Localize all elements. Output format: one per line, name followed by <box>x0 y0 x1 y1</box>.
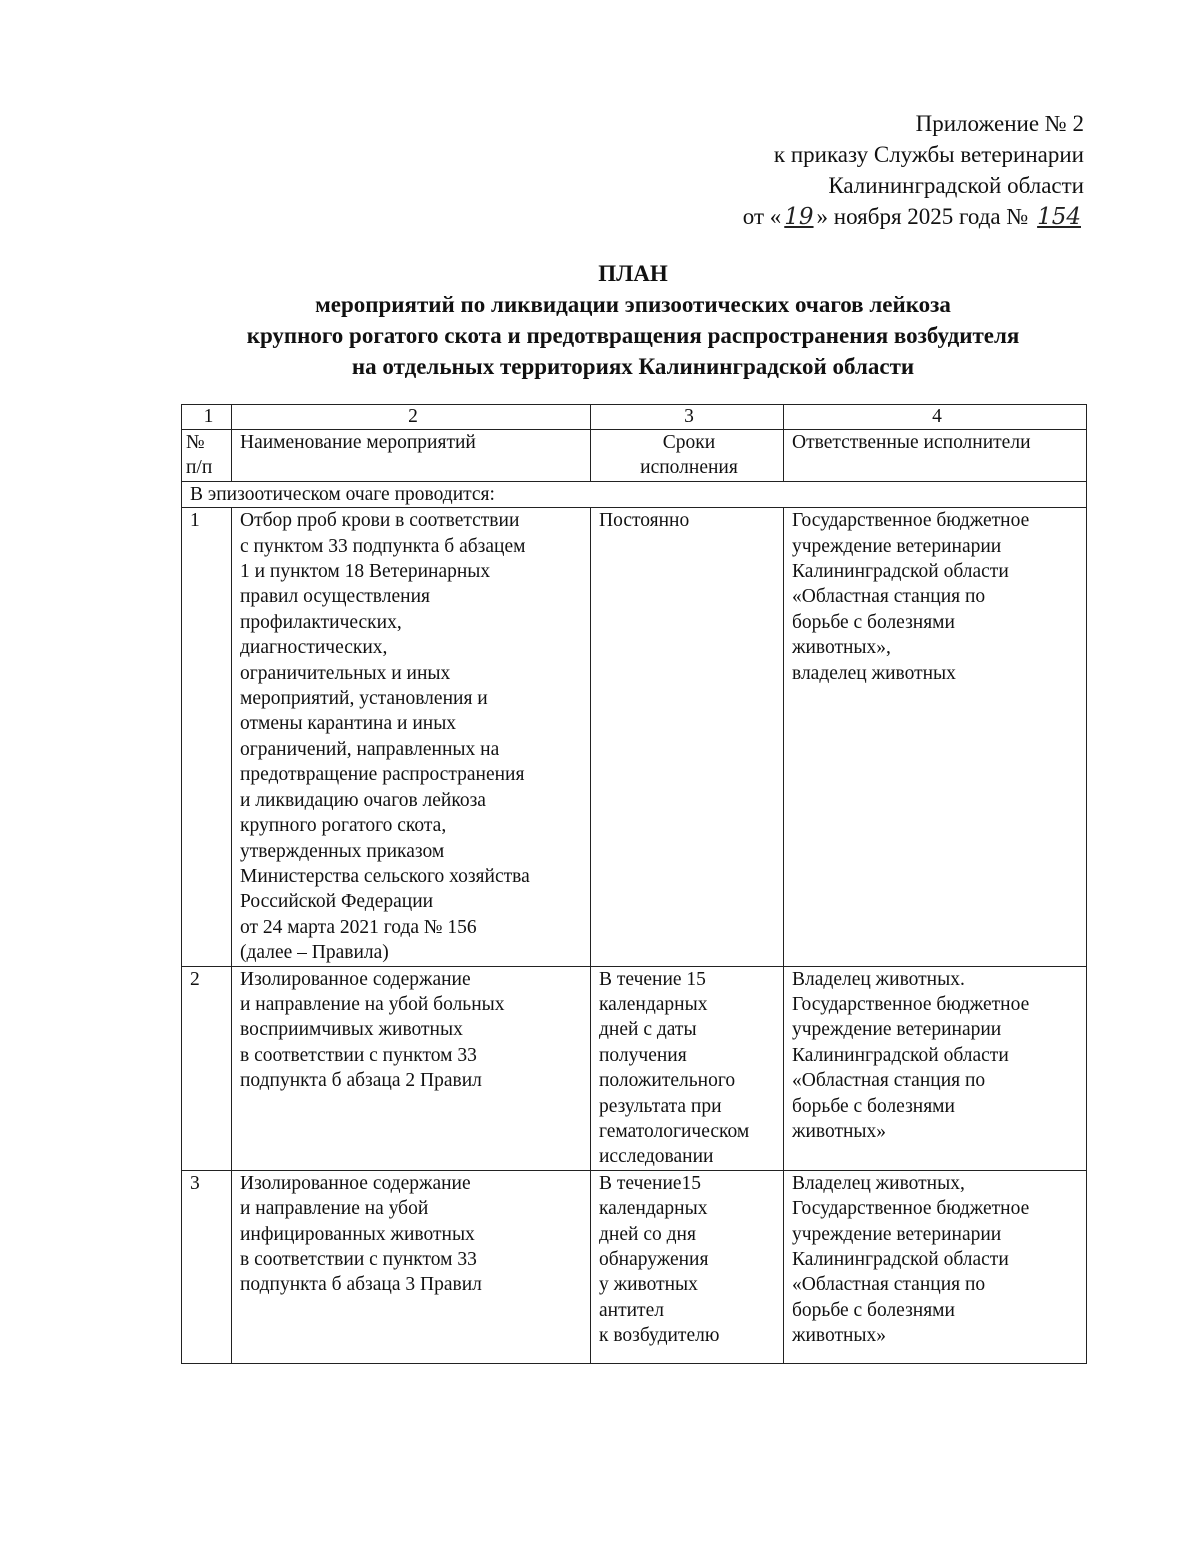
title-line-2: крупного рогатого скота и предотвращения распространения возбудителя <box>246 323 1020 348</box>
appendix-number: Приложение № 2 <box>915 111 1084 136</box>
row-number: 3 <box>182 1170 232 1363</box>
order-day-handwritten: 19 <box>784 204 814 230</box>
title-heading: ПЛАН <box>598 261 668 286</box>
plan-table <box>181 404 1087 1364</box>
table-row <box>182 1170 1087 1363</box>
column-number-cell: 3 <box>591 405 784 430</box>
row-executors: Государственное бюджетное учреждение ветеринарии Калининградской области «Областная станция по борьбе с болезнями животных», владелец животных <box>784 508 1087 966</box>
header-number: № п/п <box>182 430 232 482</box>
order-middle: » ноября 2025 года № <box>816 204 1029 229</box>
row-activity: Изолированное содержание и направление на убой инфицированных животных в соответствии с пунктом 33 подпункта б абзаца 3 Правил <box>232 1170 591 1363</box>
header-term: Сроки исполнения <box>591 430 784 482</box>
section-title: В эпизоотическом очаге проводится: <box>182 481 1087 507</box>
row-number: 1 <box>182 508 232 966</box>
title-line-1: мероприятий по ликвидации эпизоотических очагов лейкоза <box>315 292 951 317</box>
table-header-row <box>182 430 1087 482</box>
row-term: В течение 15 календарных дней с даты получения положительного результата при гематологическом исследовании <box>591 966 784 1170</box>
order-number-handwritten: 154 <box>1037 204 1081 230</box>
header-activity: Наименование мероприятий <box>232 430 591 482</box>
section-row <box>182 481 1087 507</box>
column-number-cell: 4 <box>784 405 1087 430</box>
row-executors: Владелец животных. Государственное бюджетное учреждение ветеринарии Калининградской области «Областная станция по борьбе с болезнями животных» <box>784 966 1087 1170</box>
appendix-region: Калининградской области <box>828 173 1084 198</box>
title-line-3: на отдельных территориях Калининградской области <box>351 354 915 379</box>
column-number-cell: 1 <box>182 405 232 430</box>
appendix-order-ref: к приказу Службы ветеринарии <box>773 142 1084 167</box>
row-activity: Изолированное содержание и направление на убой больных восприимчивых животных в соответствии с пунктом 33 подпункта б абзаца 2 Правил <box>232 966 591 1170</box>
row-activity: Отбор проб крови в соответствии с пунктом 33 подпункта б абзацем 1 и пунктом 18 Ветеринарных правил осуществления профилактических, диагностических, ограничительных и иных мероприятий, установления и отмены карантина и иных ограничений, направленных на предотвращение распространения и ликвидацию очагов лейкоза крупного рогатого скота, утвержденных приказом Министерства сельского хозяйства Российской Федерации от 24 марта 2021 года № 156 (далее – Правила) <box>232 508 591 966</box>
order-prefix: от « <box>742 204 782 229</box>
row-term: Постоянно <box>591 508 784 966</box>
row-number: 2 <box>182 966 232 1170</box>
appendix-header <box>743 108 1084 233</box>
column-number-cell: 2 <box>232 405 591 430</box>
table-row <box>182 508 1087 966</box>
row-term: В течение15 календарных дней со дня обнаружения у животных антител к возбудителю <box>591 1170 784 1363</box>
appendix-order-date <box>743 201 1084 233</box>
column-number-row <box>182 405 1087 430</box>
table-row <box>182 966 1087 1170</box>
header-executors: Ответственные исполнители <box>784 430 1087 482</box>
row-executors: Владелец животных, Государственное бюджетное учреждение ветеринарии Калининградской области «Областная станция по борьбе с болезнями животных» <box>784 1170 1087 1363</box>
document-title <box>100 258 1166 382</box>
